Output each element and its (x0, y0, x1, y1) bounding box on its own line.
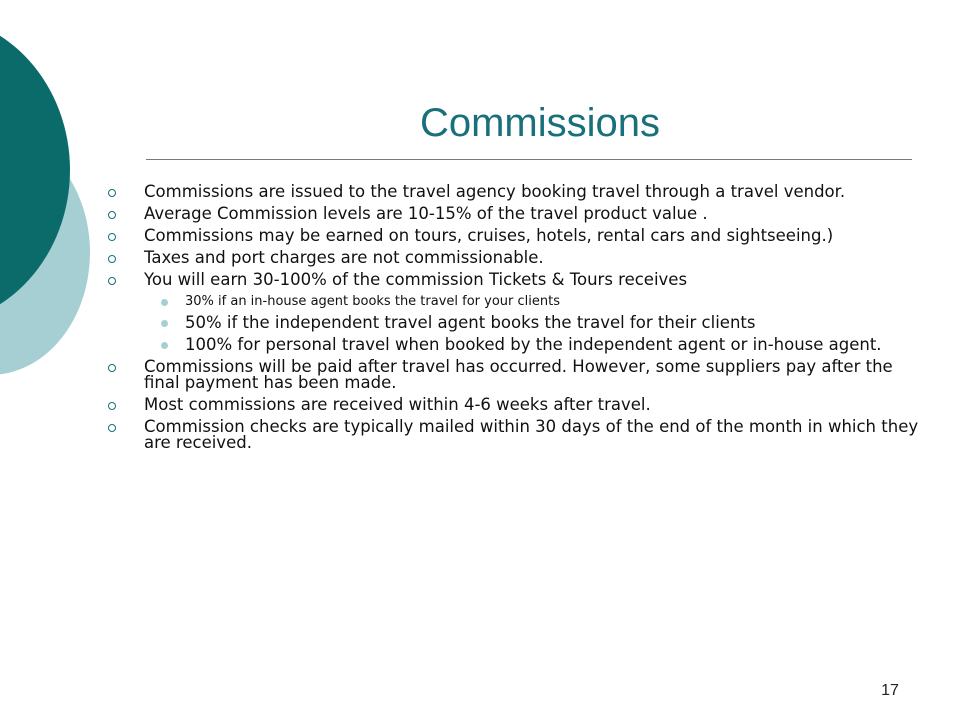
slide-title: Commissions (419, 101, 661, 145)
list-item (100, 184, 920, 200)
sub-list-item-text: 100% for personal travel when booked by the independent agent or in-house agent. (185, 335, 882, 354)
list-item (100, 228, 920, 244)
dot-bullet-icon (161, 342, 168, 349)
sub-list-item (100, 294, 920, 310)
list-item-text: Most commissions are received within 4-6 weeks after travel. (144, 395, 651, 414)
ring-bullet-icon (108, 364, 116, 372)
sub-list-item (100, 337, 920, 353)
list-item-text: Commissions will be paid after travel has occurred. However, some suppliers pay after the final payment has been made. (144, 357, 893, 392)
list-item-text: Commission checks are typically mailed within 30 days of the end of the month in which they are received. (144, 417, 919, 452)
list-item-text: You will earn 30-100% of the commission Tickets & Tours receives (144, 270, 688, 289)
dot-bullet-icon (161, 299, 168, 306)
list-item (100, 250, 920, 266)
ring-bullet-icon (108, 255, 116, 263)
page-number: 17 (881, 682, 899, 699)
bullet-list (100, 184, 920, 457)
list-item (100, 359, 920, 391)
list-item-text: Commissions may be earned on tours, cruises, hotels, rental cars and sightseeing.) (144, 226, 834, 245)
sub-list-item-text: 50% if the independent travel agent books the travel for their clients (185, 313, 756, 332)
list-item (100, 206, 920, 222)
ring-bullet-icon (108, 233, 116, 241)
list-item (100, 419, 920, 451)
list-item-text: Average Commission levels are 10-15% of the travel product value . (144, 204, 708, 223)
title-divider (146, 159, 912, 160)
ring-bullet-icon (108, 424, 116, 432)
ring-bullet-icon (108, 277, 116, 285)
list-item (100, 272, 920, 288)
sub-list-item-text: 30% if an in-house agent books the travel for your clients (185, 294, 561, 309)
ring-bullet-icon (108, 189, 116, 197)
list-item (100, 397, 920, 413)
dot-bullet-icon (161, 320, 168, 327)
ring-bullet-icon (108, 211, 116, 219)
list-item-text: Commissions are issued to the travel agency booking travel through a travel vendor. (144, 182, 846, 201)
list-item-text: Taxes and port charges are not commissionable. (144, 248, 544, 267)
sub-list-item (100, 315, 920, 331)
ring-bullet-icon (108, 402, 116, 410)
